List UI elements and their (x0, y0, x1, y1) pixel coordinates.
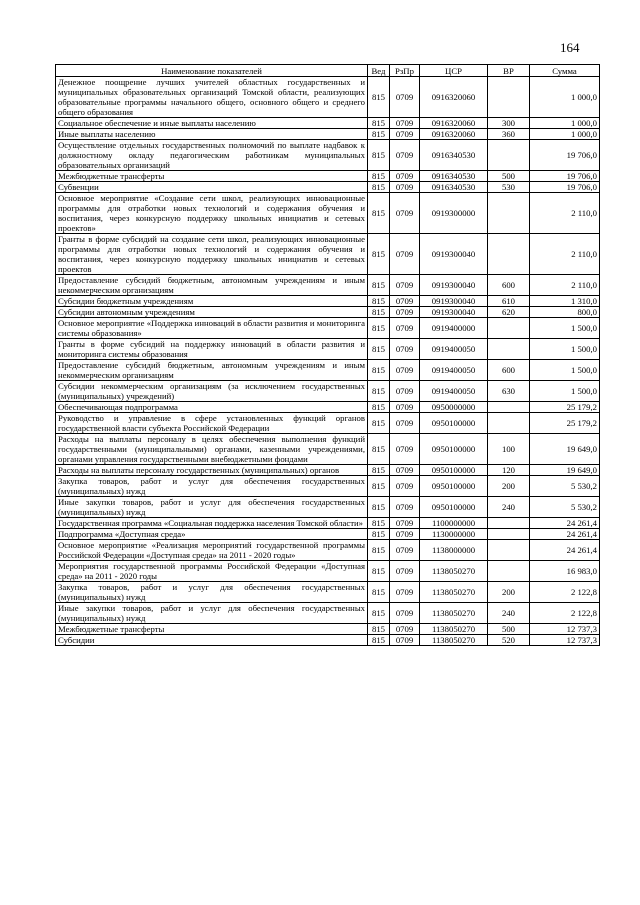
table-row (56, 77, 600, 118)
cell-csr: 0916340530 (420, 182, 488, 193)
cell-sum: 19 706,0 (530, 182, 600, 193)
cell-sum: 1 000,0 (530, 118, 600, 129)
cell-rzpr: 0709 (390, 129, 420, 140)
cell-sum: 2 110,0 (530, 193, 600, 234)
cell-name: Государственная программа «Социальная поддержка населения Томской области» (56, 518, 368, 529)
cell-csr: 0916340530 (420, 140, 488, 171)
table-row (56, 307, 600, 318)
cell-name: Обеспечивающая подпрограмма (56, 402, 368, 413)
cell-sum: 2 110,0 (530, 234, 600, 275)
cell-name: Основное мероприятие «Поддержка инноваций в области развития и мониторинга системы образования» (56, 318, 368, 339)
table-row (56, 234, 600, 275)
cell-name: Предоставление субсидий бюджетным, автономным учреждениям и иным некоммерческим организациям (56, 275, 368, 296)
table-row (56, 129, 600, 140)
cell-ved: 815 (368, 77, 390, 118)
cell-vr (488, 518, 530, 529)
cell-sum: 24 261,4 (530, 529, 600, 540)
cell-ved: 815 (368, 381, 390, 402)
table-row (56, 182, 600, 193)
cell-ved: 815 (368, 182, 390, 193)
cell-name: Осуществление отдельных государственных полномочий по выплате надбавок к должностному окладу педагогическим работникам муниципальных образовательных организаций (56, 140, 368, 171)
table-row (56, 582, 600, 603)
cell-name: Иные закупки товаров, работ и услуг для обеспечения государственных (муниципальных) нужд (56, 603, 368, 624)
cell-csr: 0916320060 (420, 118, 488, 129)
cell-csr: 1138050270 (420, 561, 488, 582)
header-vr: ВР (488, 65, 530, 77)
cell-ved: 815 (368, 413, 390, 434)
table-row (56, 603, 600, 624)
cell-name: Расходы на выплаты персоналу в целях обеспечения выполнения функций государственными (муниципальными) органами, казенными учреждениями, органами управления государственными внебюджетными фондами (56, 434, 368, 465)
table-row (56, 118, 600, 129)
cell-sum: 2 122,8 (530, 582, 600, 603)
table-row (56, 465, 600, 476)
cell-rzpr: 0709 (390, 434, 420, 465)
cell-ved: 815 (368, 635, 390, 646)
cell-sum: 24 261,4 (530, 540, 600, 561)
cell-rzpr: 0709 (390, 518, 420, 529)
cell-rzpr: 0709 (390, 77, 420, 118)
cell-name: Предоставление субсидий бюджетным, автономным учреждениям и иным некоммерческим организациям (56, 360, 368, 381)
table-row (56, 360, 600, 381)
cell-sum: 1 310,0 (530, 296, 600, 307)
cell-name: Субсидии некоммерческим организациям (за исключением государственных (муниципальных) учреждений) (56, 381, 368, 402)
cell-rzpr: 0709 (390, 381, 420, 402)
cell-csr: 1138050270 (420, 624, 488, 635)
cell-vr: 300 (488, 118, 530, 129)
table-row (56, 193, 600, 234)
table-row (56, 561, 600, 582)
page-number: 164 (560, 40, 580, 55)
cell-csr: 0950100000 (420, 413, 488, 434)
cell-ved: 815 (368, 296, 390, 307)
cell-rzpr: 0709 (390, 296, 420, 307)
cell-sum: 24 261,4 (530, 518, 600, 529)
cell-csr: 0919400050 (420, 360, 488, 381)
table-row (56, 402, 600, 413)
cell-rzpr: 0709 (390, 307, 420, 318)
cell-vr: 240 (488, 603, 530, 624)
cell-vr: 240 (488, 497, 530, 518)
cell-ved: 815 (368, 561, 390, 582)
cell-rzpr: 0709 (390, 476, 420, 497)
cell-ved: 815 (368, 118, 390, 129)
cell-vr (488, 234, 530, 275)
cell-csr: 0950100000 (420, 465, 488, 476)
cell-name: Субсидии бюджетным учреждениям (56, 296, 368, 307)
table-row (56, 529, 600, 540)
cell-name: Иные выплаты населению (56, 129, 368, 140)
cell-ved: 815 (368, 476, 390, 497)
cell-rzpr: 0709 (390, 234, 420, 275)
cell-vr (488, 413, 530, 434)
header-csr: ЦСР (420, 65, 488, 77)
cell-sum: 1 000,0 (530, 77, 600, 118)
cell-rzpr: 0709 (390, 582, 420, 603)
cell-sum: 19 649,0 (530, 465, 600, 476)
cell-ved: 815 (368, 624, 390, 635)
cell-vr (488, 540, 530, 561)
cell-rzpr: 0709 (390, 118, 420, 129)
header-ved: Вед (368, 65, 390, 77)
cell-name: Социальное обеспечение и иные выплаты населению (56, 118, 368, 129)
cell-rzpr: 0709 (390, 275, 420, 296)
cell-rzpr: 0709 (390, 339, 420, 360)
cell-ved: 815 (368, 529, 390, 540)
cell-vr: 600 (488, 360, 530, 381)
cell-name: Денежное поощрение лучших учителей областных государственных и муниципальных образовательных организаций Томской области, реализующих образовательные программы начального общего, основного общего и среднего общего образования (56, 77, 368, 118)
cell-rzpr: 0709 (390, 465, 420, 476)
cell-csr: 0919300040 (420, 296, 488, 307)
cell-csr: 0919300000 (420, 193, 488, 234)
cell-vr (488, 339, 530, 360)
cell-vr (488, 529, 530, 540)
cell-ved: 815 (368, 360, 390, 381)
cell-name: Основное мероприятие «Реализация мероприятий государственной программы Российской Федерации «Доступная среда» на 2011 - 2020 годы» (56, 540, 368, 561)
table-row (56, 476, 600, 497)
cell-ved: 815 (368, 339, 390, 360)
cell-csr: 0950100000 (420, 497, 488, 518)
table-row (56, 171, 600, 182)
cell-name: Субвенции (56, 182, 368, 193)
cell-csr: 0950000000 (420, 402, 488, 413)
cell-vr: 600 (488, 275, 530, 296)
table-row (56, 635, 600, 646)
cell-ved: 815 (368, 603, 390, 624)
cell-rzpr: 0709 (390, 140, 420, 171)
cell-rzpr: 0709 (390, 540, 420, 561)
cell-rzpr: 0709 (390, 413, 420, 434)
table-row (56, 540, 600, 561)
budget-table (55, 64, 600, 646)
cell-rzpr: 0709 (390, 193, 420, 234)
cell-ved: 815 (368, 140, 390, 171)
cell-sum: 1 500,0 (530, 360, 600, 381)
cell-name: Мероприятия государственной программы Российской Федерации «Доступная среда» на 2011 - 2020 годы (56, 561, 368, 582)
cell-sum: 5 530,2 (530, 476, 600, 497)
cell-name: Субсидии автономным учреждениям (56, 307, 368, 318)
cell-csr: 1138050270 (420, 603, 488, 624)
header-name: Наименование показателей (56, 65, 368, 77)
cell-rzpr: 0709 (390, 318, 420, 339)
cell-rzpr: 0709 (390, 402, 420, 413)
cell-csr: 0950100000 (420, 476, 488, 497)
table-row (56, 318, 600, 339)
cell-rzpr: 0709 (390, 635, 420, 646)
cell-name: Межбюджетные трансферты (56, 171, 368, 182)
cell-csr: 0919400050 (420, 381, 488, 402)
cell-vr: 360 (488, 129, 530, 140)
cell-sum: 5 530,2 (530, 497, 600, 518)
cell-csr: 0919300040 (420, 307, 488, 318)
cell-ved: 815 (368, 540, 390, 561)
cell-vr (488, 140, 530, 171)
cell-sum: 1 000,0 (530, 129, 600, 140)
cell-vr (488, 318, 530, 339)
cell-sum: 2 110,0 (530, 275, 600, 296)
cell-name: Закупка товаров, работ и услуг для обеспечения государственных (муниципальных) нужд (56, 582, 368, 603)
cell-rzpr: 0709 (390, 182, 420, 193)
cell-sum: 25 179,2 (530, 402, 600, 413)
cell-csr: 1130000000 (420, 529, 488, 540)
cell-vr: 610 (488, 296, 530, 307)
cell-rzpr: 0709 (390, 561, 420, 582)
cell-ved: 815 (368, 275, 390, 296)
cell-sum: 19 649,0 (530, 434, 600, 465)
cell-vr: 620 (488, 307, 530, 318)
cell-name: Иные закупки товаров, работ и услуг для обеспечения государственных (муниципальных) нужд (56, 497, 368, 518)
cell-sum: 16 983,0 (530, 561, 600, 582)
cell-sum: 19 706,0 (530, 171, 600, 182)
cell-vr (488, 561, 530, 582)
cell-sum: 800,0 (530, 307, 600, 318)
cell-vr (488, 402, 530, 413)
cell-vr: 100 (488, 434, 530, 465)
cell-ved: 815 (368, 518, 390, 529)
cell-name: Подпрограмма «Доступная среда» (56, 529, 368, 540)
table-row (56, 434, 600, 465)
cell-csr: 0919300040 (420, 234, 488, 275)
table-row (56, 497, 600, 518)
cell-vr: 500 (488, 624, 530, 635)
table-row (56, 518, 600, 529)
cell-ved: 815 (368, 318, 390, 339)
cell-rzpr: 0709 (390, 603, 420, 624)
cell-ved: 815 (368, 234, 390, 275)
cell-csr: 1138050270 (420, 635, 488, 646)
cell-ved: 815 (368, 129, 390, 140)
cell-name: Руководство и управление в сфере установленных функций органов государственной власти субъекта Российской Федерации (56, 413, 368, 434)
cell-sum: 25 179,2 (530, 413, 600, 434)
cell-vr: 500 (488, 171, 530, 182)
cell-rzpr: 0709 (390, 497, 420, 518)
cell-sum: 1 500,0 (530, 339, 600, 360)
cell-ved: 815 (368, 193, 390, 234)
cell-name: Закупка товаров, работ и услуг для обеспечения государственных (муниципальных) нужд (56, 476, 368, 497)
cell-csr: 0919400050 (420, 339, 488, 360)
cell-name: Гранты в форме субсидий на создание сети школ, реализующих инновационные программы для отработки новых технологий и содержания обучения и воспитания, через конкурсную поддержку школьных инициатив и сетевых проектов (56, 234, 368, 275)
cell-sum: 1 500,0 (530, 318, 600, 339)
table-header-row (56, 65, 600, 77)
cell-name: Расходы на выплаты персоналу государственных (муниципальных) органов (56, 465, 368, 476)
cell-csr: 1100000000 (420, 518, 488, 529)
cell-vr (488, 77, 530, 118)
cell-ved: 815 (368, 434, 390, 465)
cell-rzpr: 0709 (390, 360, 420, 381)
cell-vr: 630 (488, 381, 530, 402)
cell-rzpr: 0709 (390, 624, 420, 635)
cell-ved: 815 (368, 171, 390, 182)
table-row (56, 140, 600, 171)
cell-csr: 0916340530 (420, 171, 488, 182)
cell-sum: 2 122,8 (530, 603, 600, 624)
cell-vr: 520 (488, 635, 530, 646)
cell-vr: 200 (488, 582, 530, 603)
table-row (56, 296, 600, 307)
table-row (56, 275, 600, 296)
cell-csr: 0916320060 (420, 129, 488, 140)
cell-vr: 200 (488, 476, 530, 497)
table-row (56, 381, 600, 402)
cell-vr: 530 (488, 182, 530, 193)
cell-name: Межбюджетные трансферты (56, 624, 368, 635)
cell-csr: 1138000000 (420, 540, 488, 561)
cell-name: Гранты в форме субсидий на поддержку инноваций в области развития и мониторинга системы образования (56, 339, 368, 360)
cell-vr (488, 193, 530, 234)
cell-csr: 0919400000 (420, 318, 488, 339)
cell-sum: 19 706,0 (530, 140, 600, 171)
cell-vr: 120 (488, 465, 530, 476)
header-sum: Сумма (530, 65, 600, 77)
cell-ved: 815 (368, 465, 390, 476)
table-row (56, 339, 600, 360)
cell-sum: 12 737,3 (530, 624, 600, 635)
cell-name: Субсидии (56, 635, 368, 646)
cell-rzpr: 0709 (390, 171, 420, 182)
header-rzpr: РзПр (390, 65, 420, 77)
cell-rzpr: 0709 (390, 529, 420, 540)
cell-sum: 12 737,3 (530, 635, 600, 646)
cell-sum: 1 500,0 (530, 381, 600, 402)
cell-name: Основное мероприятие «Создание сети школ, реализующих инновационные программы для отработки новых технологий и содержания обучения и воспитания, через конкурсную поддержку школьных инициатив и сетевых проектов» (56, 193, 368, 234)
cell-ved: 815 (368, 497, 390, 518)
cell-csr: 1138050270 (420, 582, 488, 603)
cell-csr: 0919300040 (420, 275, 488, 296)
cell-ved: 815 (368, 582, 390, 603)
cell-ved: 815 (368, 402, 390, 413)
table-body (56, 77, 600, 646)
cell-csr: 0916320060 (420, 77, 488, 118)
cell-csr: 0950100000 (420, 434, 488, 465)
table-row (56, 413, 600, 434)
cell-ved: 815 (368, 307, 390, 318)
table-row (56, 624, 600, 635)
